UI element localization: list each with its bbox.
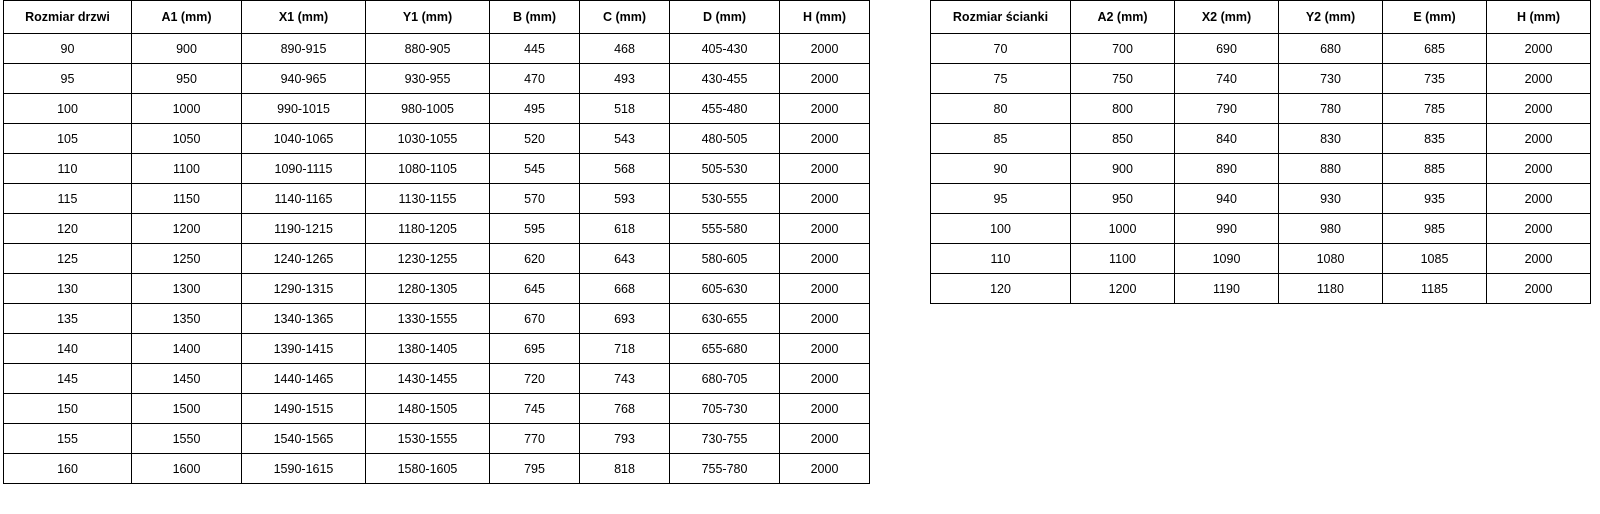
table-cell: 720 — [490, 364, 580, 394]
table-cell: 990-1015 — [242, 94, 366, 124]
table-cell: 930 — [1279, 184, 1383, 214]
table-cell: 630-655 — [670, 304, 780, 334]
table-cell: 735 — [1383, 64, 1487, 94]
table-cell: 1440-1465 — [242, 364, 366, 394]
table-cell: 593 — [580, 184, 670, 214]
table-row — [4, 244, 870, 274]
table-row — [4, 94, 870, 124]
table-cell: 890-915 — [242, 34, 366, 64]
table-cell: 90 — [4, 34, 132, 64]
table-cell: 2000 — [780, 274, 870, 304]
table-cell: 1390-1415 — [242, 334, 366, 364]
table-cell: 445 — [490, 34, 580, 64]
column-header: H (mm) — [780, 1, 870, 34]
table-cell: 670 — [490, 304, 580, 334]
table-cell: 1550 — [132, 424, 242, 454]
table-cell: 1030-1055 — [366, 124, 490, 154]
table-cell: 980-1005 — [366, 94, 490, 124]
column-header: B (mm) — [490, 1, 580, 34]
table-cell: 1530-1555 — [366, 424, 490, 454]
table-cell: 1090-1115 — [242, 154, 366, 184]
table-cell: 1580-1605 — [366, 454, 490, 484]
table-cell: 1200 — [1071, 274, 1175, 304]
table-cell: 618 — [580, 214, 670, 244]
table-cell: 100 — [4, 94, 132, 124]
table-cell: 1250 — [132, 244, 242, 274]
column-header: E (mm) — [1383, 1, 1487, 34]
table-row — [4, 454, 870, 484]
table-cell: 2000 — [780, 124, 870, 154]
table-cell: 505-530 — [670, 154, 780, 184]
column-header: Y2 (mm) — [1279, 1, 1383, 34]
table-cell: 570 — [490, 184, 580, 214]
table-row — [931, 214, 1591, 244]
table-cell: 120 — [931, 274, 1071, 304]
table-cell: 990 — [1175, 214, 1279, 244]
table-cell: 140 — [4, 334, 132, 364]
table-cell: 2000 — [1487, 124, 1591, 154]
table-cell: 620 — [490, 244, 580, 274]
table-cell: 2000 — [1487, 34, 1591, 64]
column-header: H (mm) — [1487, 1, 1591, 34]
table-cell: 2000 — [1487, 184, 1591, 214]
table-cell: 470 — [490, 64, 580, 94]
table-cell: 580-605 — [670, 244, 780, 274]
table-cell: 1085 — [1383, 244, 1487, 274]
table-cell: 1185 — [1383, 274, 1487, 304]
table-cell: 480-505 — [670, 124, 780, 154]
table-cell: 695 — [490, 334, 580, 364]
column-header: Rozmiar ścianki — [931, 1, 1071, 34]
column-header: C (mm) — [580, 1, 670, 34]
column-header: X2 (mm) — [1175, 1, 1279, 34]
table-cell: 693 — [580, 304, 670, 334]
table-cell: 1490-1515 — [242, 394, 366, 424]
table-cell: 1130-1155 — [366, 184, 490, 214]
table-cell: 75 — [931, 64, 1071, 94]
table-cell: 800 — [1071, 94, 1175, 124]
table-cell: 1190-1215 — [242, 214, 366, 244]
table-row — [4, 214, 870, 244]
table-cell: 740 — [1175, 64, 1279, 94]
table-row — [931, 124, 1591, 154]
table-cell: 643 — [580, 244, 670, 274]
door-size-table-container — [3, 0, 870, 484]
column-header: Y1 (mm) — [366, 1, 490, 34]
table-cell: 155 — [4, 424, 132, 454]
table-cell: 595 — [490, 214, 580, 244]
table-cell: 135 — [4, 304, 132, 334]
table-cell: 70 — [931, 34, 1071, 64]
table-cell: 1050 — [132, 124, 242, 154]
table-cell: 1600 — [132, 454, 242, 484]
table-cell: 1240-1265 — [242, 244, 366, 274]
table-cell: 793 — [580, 424, 670, 454]
table-cell: 950 — [132, 64, 242, 94]
table-cell: 985 — [1383, 214, 1487, 244]
table-cell: 105 — [4, 124, 132, 154]
table-cell: 780 — [1279, 94, 1383, 124]
table-row — [4, 274, 870, 304]
wall-size-table-container — [930, 0, 1591, 304]
table-cell: 668 — [580, 274, 670, 304]
table-cell: 1340-1365 — [242, 304, 366, 334]
table-row — [4, 154, 870, 184]
table-cell: 493 — [580, 64, 670, 94]
table-row — [931, 274, 1591, 304]
column-header: D (mm) — [670, 1, 780, 34]
table-row — [931, 244, 1591, 274]
table-cell: 1000 — [1071, 214, 1175, 244]
table-cell: 818 — [580, 454, 670, 484]
table-cell: 1150 — [132, 184, 242, 214]
table-cell: 900 — [132, 34, 242, 64]
table-cell: 1330-1555 — [366, 304, 490, 334]
table-cell: 120 — [4, 214, 132, 244]
table-cell: 890 — [1175, 154, 1279, 184]
table-cell: 935 — [1383, 184, 1487, 214]
table-cell: 1180-1205 — [366, 214, 490, 244]
table-row — [4, 304, 870, 334]
table-row — [931, 184, 1591, 214]
table-cell: 2000 — [780, 94, 870, 124]
table-cell: 768 — [580, 394, 670, 424]
table-cell: 1540-1565 — [242, 424, 366, 454]
table-cell: 700 — [1071, 34, 1175, 64]
table-cell: 680 — [1279, 34, 1383, 64]
table-cell: 430-455 — [670, 64, 780, 94]
table-header-row — [931, 1, 1591, 34]
table-cell: 1080-1105 — [366, 154, 490, 184]
table-cell: 90 — [931, 154, 1071, 184]
table-cell: 1400 — [132, 334, 242, 364]
table-cell: 1100 — [1071, 244, 1175, 274]
table-cell: 495 — [490, 94, 580, 124]
table-cell: 795 — [490, 454, 580, 484]
table-row — [931, 64, 1591, 94]
table-cell: 1100 — [132, 154, 242, 184]
table-cell: 1080 — [1279, 244, 1383, 274]
table-cell: 830 — [1279, 124, 1383, 154]
table-cell: 2000 — [1487, 64, 1591, 94]
wall-size-table — [930, 0, 1591, 304]
table-cell: 518 — [580, 94, 670, 124]
table-cell: 555-580 — [670, 214, 780, 244]
table-header-row — [4, 1, 870, 34]
table-cell: 2000 — [780, 334, 870, 364]
table-cell: 1190 — [1175, 274, 1279, 304]
table-cell: 468 — [580, 34, 670, 64]
column-header: A2 (mm) — [1071, 1, 1175, 34]
table-cell: 750 — [1071, 64, 1175, 94]
table-cell: 2000 — [780, 394, 870, 424]
table-cell: 160 — [4, 454, 132, 484]
table-cell: 880 — [1279, 154, 1383, 184]
table-row — [931, 94, 1591, 124]
table-row — [4, 34, 870, 64]
table-cell: 1290-1315 — [242, 274, 366, 304]
table-cell: 1280-1305 — [366, 274, 490, 304]
table-cell: 520 — [490, 124, 580, 154]
table-cell: 1180 — [1279, 274, 1383, 304]
table-cell: 2000 — [1487, 244, 1591, 274]
table-cell: 568 — [580, 154, 670, 184]
table-cell: 530-555 — [670, 184, 780, 214]
table-row — [931, 34, 1591, 64]
table-cell: 1040-1065 — [242, 124, 366, 154]
table-cell: 680-705 — [670, 364, 780, 394]
table-cell: 150 — [4, 394, 132, 424]
table-cell: 2000 — [780, 454, 870, 484]
table-cell: 455-480 — [670, 94, 780, 124]
door-size-table — [3, 0, 870, 484]
table-cell: 2000 — [780, 364, 870, 394]
table-cell: 80 — [931, 94, 1071, 124]
table-cell: 2000 — [780, 34, 870, 64]
table-cell: 743 — [580, 364, 670, 394]
table-cell: 1590-1615 — [242, 454, 366, 484]
table-cell: 655-680 — [670, 334, 780, 364]
table-cell: 2000 — [1487, 274, 1591, 304]
table-cell: 1140-1165 — [242, 184, 366, 214]
table-cell: 545 — [490, 154, 580, 184]
table-cell: 1230-1255 — [366, 244, 490, 274]
table-cell: 110 — [931, 244, 1071, 274]
table-cell: 2000 — [780, 244, 870, 274]
table-cell: 685 — [1383, 34, 1487, 64]
table-cell: 115 — [4, 184, 132, 214]
table-cell: 1380-1405 — [366, 334, 490, 364]
table-cell: 785 — [1383, 94, 1487, 124]
table-cell: 1000 — [132, 94, 242, 124]
table-cell: 1090 — [1175, 244, 1279, 274]
table-cell: 85 — [931, 124, 1071, 154]
table-cell: 880-905 — [366, 34, 490, 64]
table-cell: 980 — [1279, 214, 1383, 244]
table-cell: 2000 — [1487, 94, 1591, 124]
table-cell: 790 — [1175, 94, 1279, 124]
table-cell: 405-430 — [670, 34, 780, 64]
table-cell: 543 — [580, 124, 670, 154]
table-cell: 1300 — [132, 274, 242, 304]
table-cell: 770 — [490, 424, 580, 454]
table-cell: 950 — [1071, 184, 1175, 214]
table-cell: 95 — [931, 184, 1071, 214]
table-cell: 850 — [1071, 124, 1175, 154]
table-cell: 730 — [1279, 64, 1383, 94]
table-cell: 940-965 — [242, 64, 366, 94]
table-cell: 1500 — [132, 394, 242, 424]
table-cell: 2000 — [780, 214, 870, 244]
table-cell: 705-730 — [670, 394, 780, 424]
table-cell: 1430-1455 — [366, 364, 490, 394]
table-cell: 1450 — [132, 364, 242, 394]
table-row — [4, 334, 870, 364]
table-cell: 110 — [4, 154, 132, 184]
column-header: Rozmiar drzwi — [4, 1, 132, 34]
table-cell: 100 — [931, 214, 1071, 244]
column-header: A1 (mm) — [132, 1, 242, 34]
table-cell: 835 — [1383, 124, 1487, 154]
table-cell: 755-780 — [670, 454, 780, 484]
table-row — [4, 394, 870, 424]
table-cell: 2000 — [780, 154, 870, 184]
table-cell: 840 — [1175, 124, 1279, 154]
table-row — [4, 184, 870, 214]
table-row — [931, 154, 1591, 184]
table-cell: 1200 — [132, 214, 242, 244]
table-cell: 605-630 — [670, 274, 780, 304]
table-cell: 745 — [490, 394, 580, 424]
table-cell: 645 — [490, 274, 580, 304]
table-cell: 930-955 — [366, 64, 490, 94]
table-cell: 1350 — [132, 304, 242, 334]
table-cell: 2000 — [1487, 214, 1591, 244]
table-cell: 95 — [4, 64, 132, 94]
table-cell: 2000 — [780, 64, 870, 94]
table-cell: 718 — [580, 334, 670, 364]
table-row — [4, 124, 870, 154]
table-cell: 900 — [1071, 154, 1175, 184]
table-cell: 1480-1505 — [366, 394, 490, 424]
table-cell: 940 — [1175, 184, 1279, 214]
table-cell: 145 — [4, 364, 132, 394]
table-cell: 2000 — [780, 424, 870, 454]
table-cell: 2000 — [780, 304, 870, 334]
table-cell: 885 — [1383, 154, 1487, 184]
table-cell: 130 — [4, 274, 132, 304]
table-row — [4, 64, 870, 94]
table-cell: 2000 — [780, 184, 870, 214]
table-cell: 125 — [4, 244, 132, 274]
table-cell: 2000 — [1487, 154, 1591, 184]
table-cell: 690 — [1175, 34, 1279, 64]
table-row — [4, 364, 870, 394]
table-row — [4, 424, 870, 454]
table-cell: 730-755 — [670, 424, 780, 454]
column-header: X1 (mm) — [242, 1, 366, 34]
